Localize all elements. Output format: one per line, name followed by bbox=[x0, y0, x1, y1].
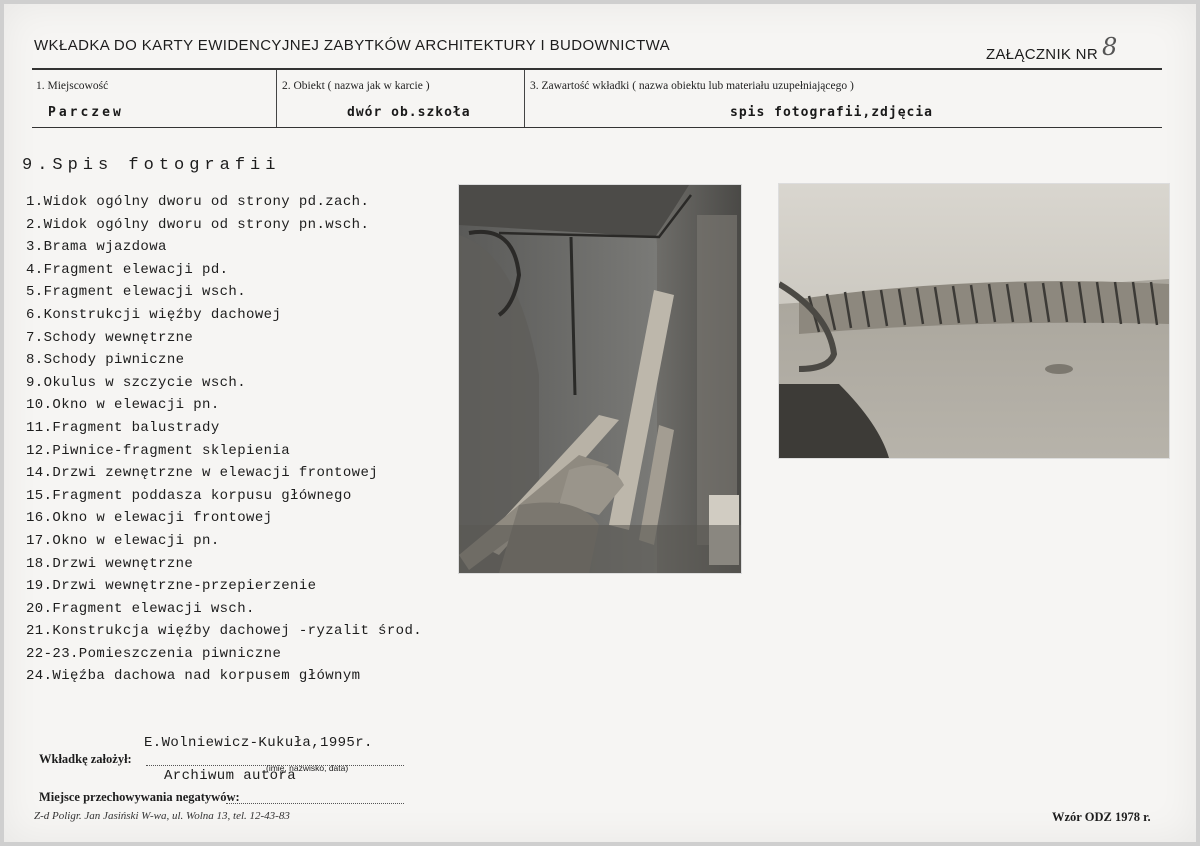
photo-list-item: 16.Okno w elewacji frontowej bbox=[26, 510, 273, 527]
photo-list-item: 7.Schody wewnętrzne bbox=[26, 329, 194, 346]
photo-list bbox=[26, 191, 422, 688]
author-value: E.Wolniewicz-Kukuła,1995r. bbox=[144, 735, 373, 751]
archive-value: Archiwum autora bbox=[164, 768, 297, 784]
photo-list-item: 5.Fragment elewacji wsch. bbox=[26, 284, 247, 301]
printer-imprint: Z-d Poligr. Jan Jasiński W-wa, ul. Wolna 13, tel. 12-43-83 bbox=[34, 810, 290, 822]
content-value: spis fotografii,zdjęcia bbox=[730, 105, 934, 120]
photo-lath-wall bbox=[778, 183, 1170, 459]
content-label: 3. Zawartość wkładki ( nazwa obiektu lub materiału uzupełniającego ) bbox=[530, 80, 854, 92]
photo-list-item: 24.Więźba dachowa nad korpusem głównym bbox=[26, 668, 361, 685]
photo-list-item: 6.Konstrukcji więźby dachowej bbox=[26, 306, 282, 323]
photo-list-item: 1.Widok ogólny dworu od strony pd.zach. bbox=[26, 194, 370, 210]
photo-list-item: 2.Widok ogólny dworu od strony pn.wsch. bbox=[26, 216, 370, 233]
record-sheet bbox=[4, 4, 1196, 842]
photo-list-item: 18.Drzwi wewnętrzne bbox=[26, 555, 194, 572]
photo-interior-planks-image bbox=[459, 185, 741, 573]
annex-label-text: ZAŁĄCZNIK NR bbox=[986, 46, 1098, 63]
photo-list-item: 14.Drzwi zewnętrzne w elewacji frontowej bbox=[26, 465, 379, 482]
photo-list-item: 3.Brama wjazdowa bbox=[26, 239, 167, 256]
locality-label: 1. Miejscowość bbox=[36, 80, 109, 92]
photo-list-item: 11.Fragment balustrady bbox=[26, 419, 220, 436]
section-title: 9.Spis fotografii bbox=[22, 156, 281, 175]
negatives-dotted-line bbox=[226, 802, 404, 804]
field-divider-2 bbox=[524, 70, 525, 127]
top-rule bbox=[32, 68, 1162, 70]
photo-list-item: 22-23.Pomieszczenia piwniczne bbox=[26, 645, 282, 662]
photo-lath-wall-image bbox=[779, 184, 1169, 458]
annex-label bbox=[986, 33, 1118, 65]
author-note: (imię, nazwisko, data) bbox=[266, 763, 349, 773]
object-value: dwór ob.szkoła bbox=[347, 105, 471, 120]
photo-list-item: 21.Konstrukcja więźby dachowej -ryzalit środ. bbox=[26, 623, 423, 640]
photo-list-item: 10.Okno w elewacji pn. bbox=[26, 397, 220, 414]
annex-number: 8 bbox=[1101, 33, 1118, 61]
form-number: Wzór ODZ 1978 r. bbox=[1052, 810, 1151, 824]
object-label: 2. Obiekt ( nazwa jak w karcie ) bbox=[282, 80, 430, 92]
photo-list-item: 12.Piwnice-fragment sklepienia bbox=[26, 442, 291, 459]
photo-list-item: 8.Schody piwniczne bbox=[26, 352, 185, 369]
locality-value: Parczew bbox=[48, 105, 124, 120]
photo-list-item: 4.Fragment elewacji pd. bbox=[26, 261, 229, 278]
photo-list-item: 15.Fragment poddasza korpusu głównego bbox=[26, 487, 352, 504]
author-label: Wkładkę założył: bbox=[39, 752, 132, 766]
photo-list-item: 17.Okno w elewacji pn. bbox=[26, 532, 220, 549]
negatives-label: Miejsce przechowywania negatywów: bbox=[39, 790, 240, 804]
photo-list-item: 9.Okulus w szczycie wsch. bbox=[26, 374, 247, 391]
bottom-rule bbox=[32, 127, 1162, 128]
field-divider-1 bbox=[276, 70, 277, 127]
photo-list-item: 19.Drzwi wewnętrzne-przepierzenie bbox=[26, 578, 317, 595]
document-title: WKŁADKA DO KARTY EWIDENCYJNEJ ZABYTKÓW ARCHITEKTURY I BUDOWNICTWA bbox=[34, 37, 671, 54]
photo-interior-planks bbox=[458, 184, 742, 574]
photo-list-item: 20.Fragment elewacji wsch. bbox=[26, 600, 255, 617]
